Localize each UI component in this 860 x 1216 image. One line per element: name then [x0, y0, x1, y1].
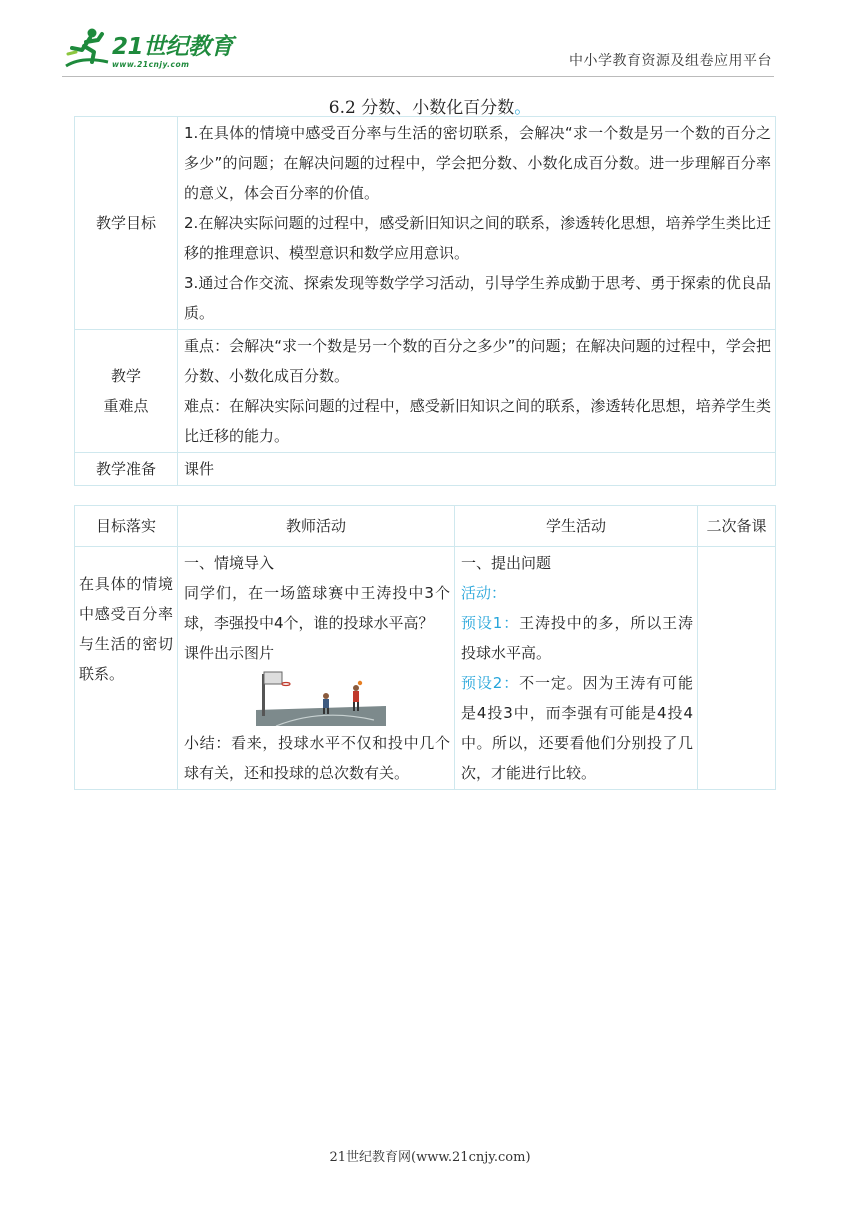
- title-text: 6.2 分数、小数化百分数: [328, 98, 515, 118]
- key-points-content: [178, 330, 776, 453]
- col-header-notes: 二次备课: [698, 506, 776, 547]
- student-cell: [455, 547, 698, 790]
- goals-content: [178, 117, 776, 330]
- teacher-section: 一、情境导入: [184, 554, 275, 572]
- col-header-teacher: 教师活动: [178, 506, 455, 547]
- activity-header-row: [75, 506, 776, 547]
- guess-1-label: 预设1：: [461, 614, 520, 632]
- info-table: [74, 116, 776, 486]
- teacher-show-pic: 课件出示图片: [184, 644, 275, 662]
- goals-row: [75, 117, 776, 330]
- platform-name: 中小学教育资源及组卷应用平台: [569, 53, 772, 69]
- col-header-goal: 目标落实: [75, 506, 178, 547]
- notes-cell: [698, 547, 776, 790]
- goals-label: 教学目标: [75, 117, 178, 330]
- basketball-court-image: [256, 670, 386, 726]
- key-label-line: 重难点: [103, 397, 149, 415]
- teacher-cell: [178, 547, 455, 790]
- key-label-line: 教学: [110, 367, 141, 385]
- page-header: [0, 0, 860, 90]
- goal-item: 3.通过合作交流、探索发现等数学学习活动，引导学生养成勤于思考、勇于探索的优良品质。: [184, 274, 771, 322]
- logo-text: 21世纪教育: [112, 34, 234, 60]
- teacher-text: 同学们，在一场篮球赛中王涛投中3个球，李强投中4个，谁的投球水平高？: [184, 584, 450, 632]
- title-dot: 。: [514, 98, 532, 118]
- guess-2: [461, 668, 693, 788]
- prep-value: 课件: [178, 453, 776, 486]
- key-points-row: [75, 330, 776, 453]
- col-header-student: 学生活动: [455, 506, 698, 547]
- activity-table: [74, 505, 776, 790]
- key-point-item: 重点：会解决“求一个数是另一个数的百分之多少”的问题；在解决问题的过程中，学会把分数、小数化成百分数。: [184, 337, 771, 385]
- teacher-summary: 小结：看来，投球水平不仅和投中几个球有关，还和投球的总次数有关。: [184, 734, 450, 782]
- guess-2-label: 预设2：: [461, 674, 520, 692]
- runner-logo-icon: [62, 26, 112, 72]
- logo-url: www.21cnjy.com: [112, 60, 190, 69]
- header-divider: [62, 76, 774, 77]
- activity-label: 活动：: [461, 584, 507, 602]
- page-footer: 21世纪教育网(www.21cnjy.com): [329, 1150, 531, 1165]
- student-section: 一、提出问题: [461, 554, 552, 572]
- goal-item: 1.在具体的情境中感受百分率与生活的密切联系，会解决“求一个数是另一个数的百分之多少”的问题；在解决问题的过程中，学会把分数、小数化成百分数。进一步理解百分率的意义，体会百分率的价值。: [184, 124, 771, 202]
- guess-1-text: 王涛投中的多，所以王涛投球水平高。: [461, 614, 693, 662]
- activity-row: [75, 547, 776, 790]
- key-point-item: 难点：在解决实际问题的过程中，感受新旧知识之间的联系，渗透转化思想，培养学生类比迁移的能力。: [184, 397, 771, 445]
- guess-2-text: 不一定。因为王涛有可能是4投3中，而李强有可能是4投4中。所以，还要看他们分别投了几次，才能进行比较。: [461, 674, 693, 782]
- guess-1: [461, 608, 693, 668]
- goal-item: 2.在解决实际问题的过程中，感受新旧知识之间的联系，渗透转化思想，培养学生类比迁移的推理意识、模型意识和数学应用意识。: [184, 214, 771, 262]
- page-title: [0, 93, 860, 118]
- logo: [62, 26, 232, 76]
- prep-label: 教学准备: [75, 453, 178, 486]
- key-points-label: [75, 330, 178, 453]
- prep-row: [75, 453, 776, 486]
- goal-cell: 在具体的情境中感受百分率与生活的密切联系。: [75, 547, 178, 790]
